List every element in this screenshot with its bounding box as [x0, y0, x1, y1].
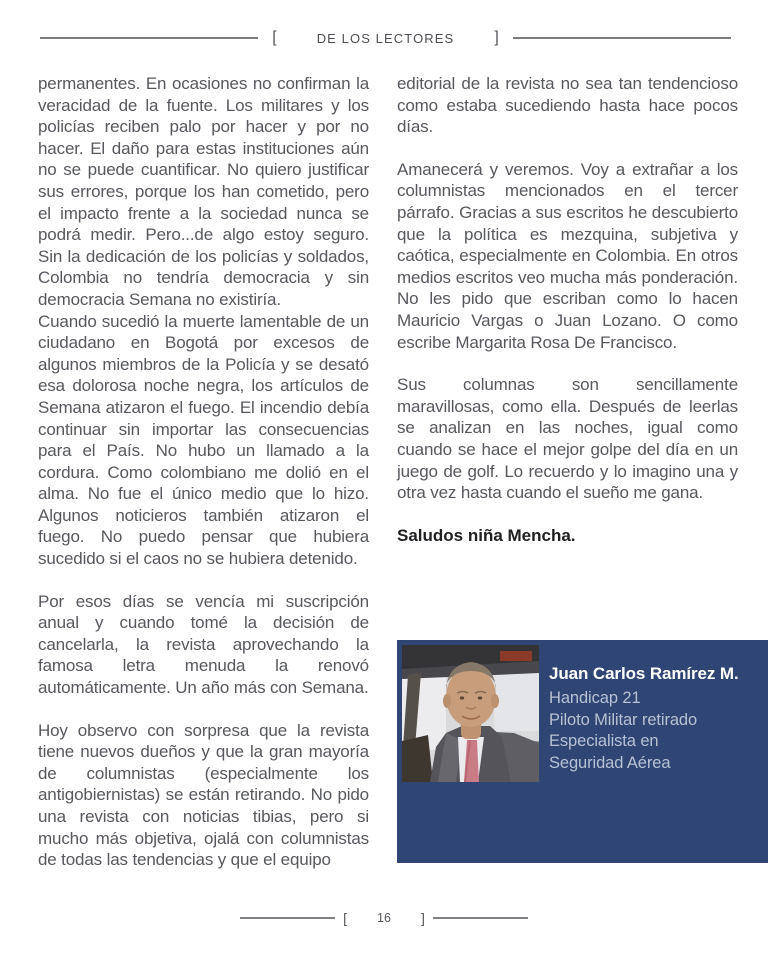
- paragraph: Amanecerá y veremos. Voy a extrañar a los columnistas mencionados en el tercer párrafo. Gracias a sus escritos he descubierto que la política es mezquina, subjetiva y caótica, especialmente en Colombia. En otros medios escritos veo mucha más ponderación. No les pido que escriban como lo hacen Mauricio Vargas o Juan Lozano. O como escribe Margarita Rosa De Francisco.: [397, 159, 738, 352]
- header-rule-left: [40, 37, 258, 39]
- left-column: [38, 73, 369, 871]
- footer-rule-left: [240, 917, 335, 919]
- author-detail: Handicap 21: [549, 689, 641, 707]
- paragraph: editorial de la revista no sea tan tendencioso como estaba sucediendo hasta hace pocos días.: [397, 74, 738, 137]
- author-name: Juan Carlos Ramírez M.: [549, 664, 739, 683]
- header-bracket-left: [: [272, 29, 277, 46]
- footer-bracket-left: [: [343, 910, 348, 926]
- paragraph: Sus columnas son sencillamente maravillosas, como ella. Después de leerlas se analizan en las noches, igual como cuando se hace el mejor golpe del día en un juego de golf. Lo recuerdo y lo imagino una y otra vez hasta cuando el sueño me gana.: [397, 375, 738, 503]
- author-info: [549, 664, 759, 774]
- author-detail: Especialista en: [549, 732, 659, 750]
- author-photo: [402, 645, 539, 782]
- author-box: [397, 640, 768, 863]
- page-footer: [0, 908, 768, 928]
- paragraph: permanentes. En ocasiones no confirman la veracidad de la fuente. Los militares y los policías reciben palo por hacer y por no hacer. El daño para estas instituciones aún no se puede cuantificar. No quiero justificar sus errores, porque los han cometido, pero el impacto frente a la sociedad nunca se podrá medir. Pero...de algo estoy seguro. Sin la dedicación de los policías y soldados, Colombia no tendría democracia y sin democracia Semana no existiría.: [38, 74, 369, 309]
- author-detail: Piloto Militar retirado: [549, 710, 698, 729]
- footer-bracket-right: ]: [420, 910, 425, 926]
- paragraph: Hoy observo con sorpresa que la revista tiene nuevos dueños y que la gran mayoría de columnistas (especialmente los antigobiernistas) se están retirando. No pido una revista con noticias tibias, pero si mucho más objetiva, ojalá con columnistas de todas las tendencias y que el equipo: [38, 720, 369, 870]
- header-rule-right: [513, 37, 731, 39]
- section-header: [40, 28, 731, 48]
- paragraph: Cuando sucedió la muerte lamentable de un ciudadano en Bogotá por excesos de algunos miembros de la Policía y se desató esa dolorosa noche negra, los artículos de Semana atizaron el fuego. El incendio debía continuar sin importar las consecuencias para el País. No hubo un llamado a la cordura. Como colombiano me dolió en el alma. No fue el único medio que lo hizo. Algunos noticieros también atizaron el fuego. No puedo pensar que hubiera sucedido si el caos no se hubiera detenido.: [38, 311, 369, 569]
- header-bracket-right: ]: [494, 29, 499, 46]
- page-number: 16: [377, 911, 391, 925]
- footer-rule-right: [433, 917, 528, 919]
- author-detail: Seguridad Aérea: [549, 753, 671, 772]
- letter-signature: Saludos niña Mencha.: [397, 525, 576, 545]
- section-title: DE LOS LECTORES: [316, 30, 455, 46]
- paragraph: Por esos días se vencía mi suscripción anual y cuando tomé la decisión de cancelarla, la revista aprovechando la famosa letra menuda la renovó automáticamente. Un año más con Semana.: [38, 591, 369, 698]
